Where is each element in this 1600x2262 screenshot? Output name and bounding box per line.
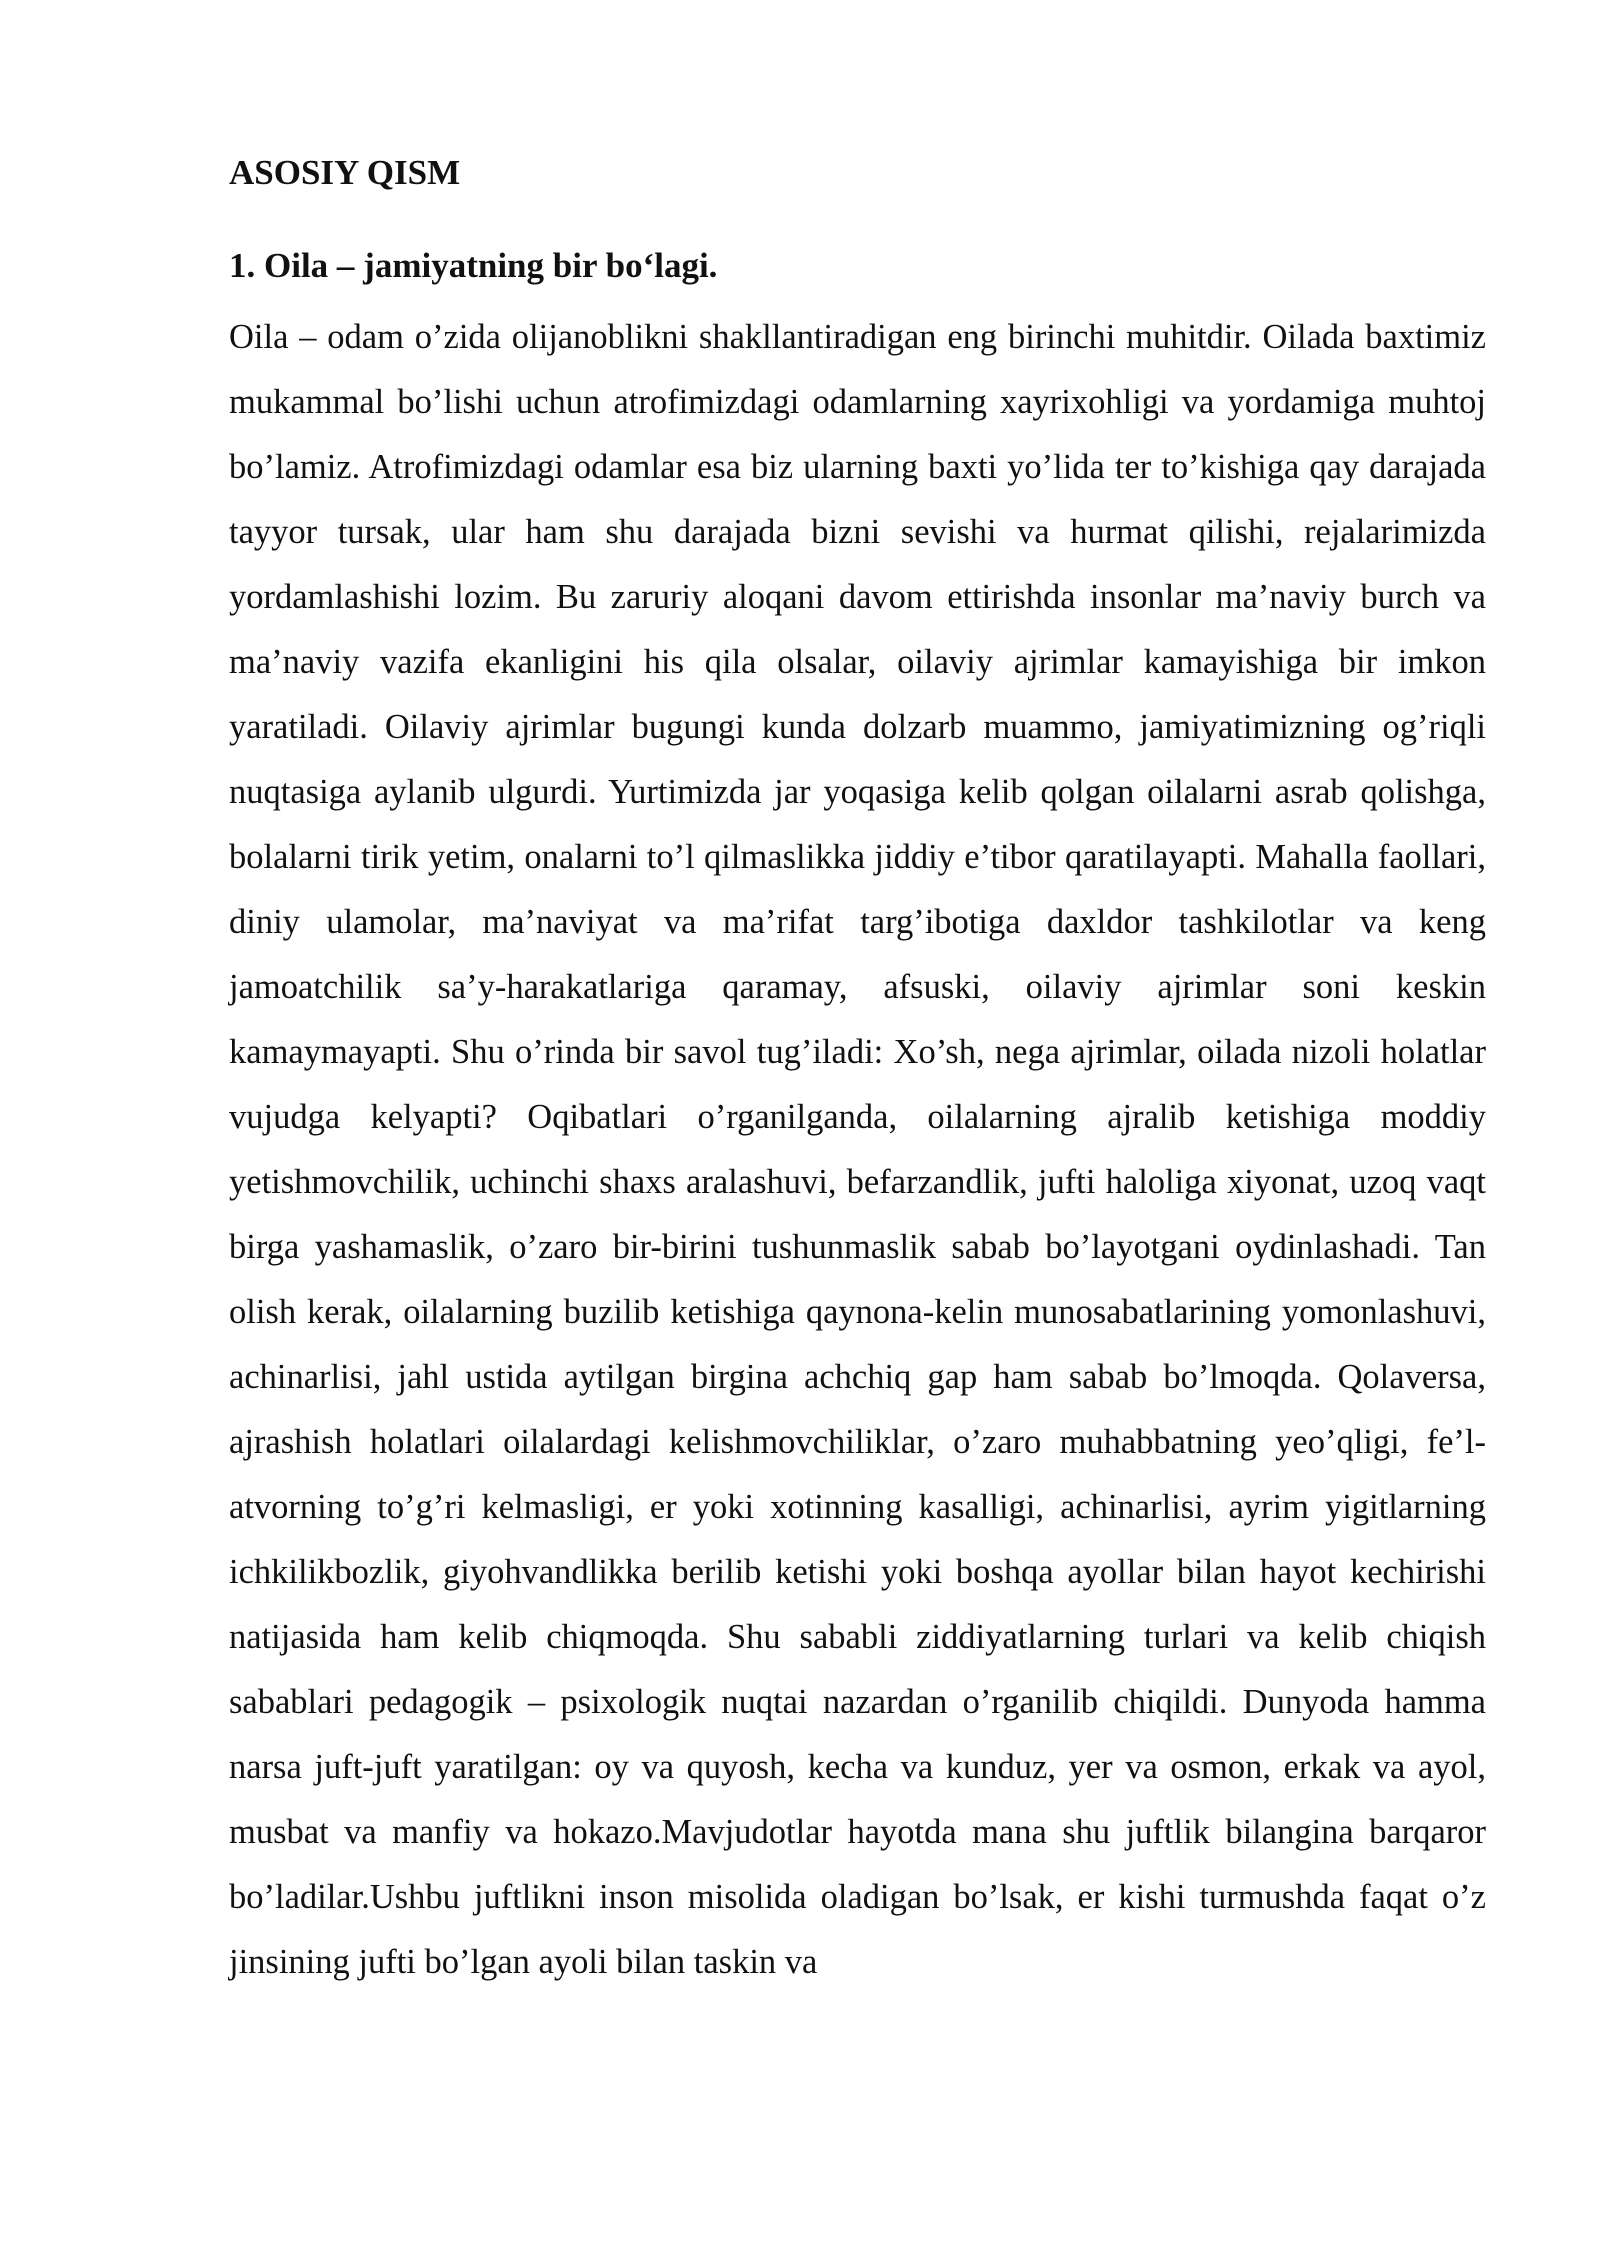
document-content <box>229 150 1486 1995</box>
body-paragraph: Oila – odam o’zida olijanoblikni shakllantiradigan eng birinchi muhitdir. Oilada baxtimiz mukammal bo’lishi uchun atrofimizdagi odamlarning xayrixohligi va yordamiga muhtoj bo’lamiz. Atrofimizdagi odamlar esa biz ularning baxti yo’lida ter to’kishiga qay darajada tayyor tursak, ular ham shu darajada bizni sevishi va hurmat qilishi, rejalarimizda yordamlashishi lozim. Bu zaruriy aloqani davom ettirishda insonlar ma’naviy burch va ma’naviy vazifa ekanligini his qila olsalar, oilaviy ajrimlar kamayishiga bir imkon yaratiladi. Oilaviy ajrimlar bugungi kunda dolzarb muammo, jamiyatimizning og’riqli nuqtasiga aylanib ulgurdi. Yurtimizda jar yoqasiga kelib qolgan oilalarni asrab qolishga, bolalarni tirik yetim, onalarni to’l qilmaslikka jiddiy e’tibor qaratilayapti. Mahalla faollari, diniy ulamolar, ma’naviyat va ma’rifat targ’ibotiga daxldor tashkilotlar va keng jamoatchilik sa’y-harakatlariga qaramay, afsuski, oilaviy ajrimlar soni keskin kamaymayapti. Shu o’rinda bir savol tug’iladi: Xo’sh, nega ajrimlar, oilada nizoli holatlar vujudga kelyapti? Oqibatlari o’rganilganda, oilalarning ajralib ketishiga moddiy yetishmovchilik, uchinchi shaxs aralashuvi, befarzandlik, jufti haloliga xiyonat, uzoq vaqt birga yashamaslik, o’zaro bir-birini tushunmaslik sabab bo’layotgani oydinlashadi. Tan olish kerak, oilalarning buzilib ketishiga qaynona-kelin munosabatlarining yomonlashuvi, achinarlisi, jahl ustida aytilgan birgina achchiq gap ham sabab bo’lmoqda. Qolaversa, ajrashish holatlari oilalardagi kelishmovchiliklar, o’zaro muhabbatning yeo’qligi, fe’l-atvorning to’g’ri kelmasligi, er yoki xotinning kasalligi, achinarlisi, ayrim yigitlarning ichkilikbozlik, giyohvandlikka berilib ketishi yoki boshqa ayollar bilan hayot kechirishi natijasida ham kelib chiqmoqda. Shu sababli ziddiyatlarning turlari va kelib chiqish sabablari pedagogik – psixologik nuqtai nazardan o’rganilib chiqildi. Dunyoda hamma narsa juft-juft yaratilgan: oy va quyosh, kecha va kunduz, yer va osmon, erkak va ayol, musbat va manfiy va hokazo.Mavjudotlar hayotda mana shu juftlik bilangina barqaror bo’ladilar.Ushbu juftlikni inson misolida oladigan bo’lsak, er kishi turmushda faqat o’z jinsining jufti bo’lgan ayoli bilan taskin va <box>229 318 1486 1981</box>
main-heading: ASOSIY QISM <box>229 153 461 192</box>
section-heading: 1. Oila – jamiyatning bir boʻlagi. <box>229 246 718 285</box>
